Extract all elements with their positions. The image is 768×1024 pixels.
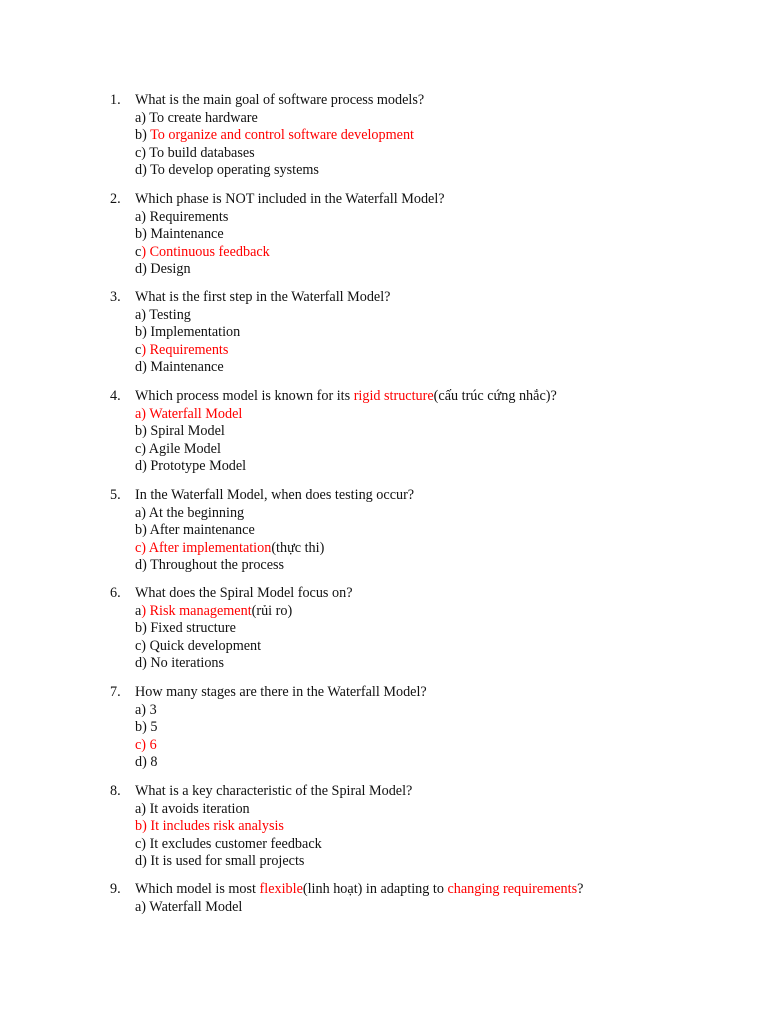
text-run: Which phase is NOT included in the Waterfall Model? [135,191,445,207]
text-run: What does the Spiral Model focus on? [135,585,353,601]
answer-option-b [135,818,730,836]
answer-option-b [135,226,730,244]
question-text [135,585,730,603]
text-run: a) Testing [135,306,191,323]
question-1 [110,92,730,180]
question-text [135,783,730,801]
answer-option-d [135,754,730,772]
answer-option-b [135,423,730,441]
question-body [135,684,730,772]
question-text [135,388,730,406]
text-run: b) After maintenance [135,522,255,539]
text-run: c) It excludes customer feedback [135,835,322,852]
answer-option-b [135,719,730,737]
question-8 [110,783,730,871]
text-run: c [135,243,142,260]
text-run: (thực thi) [271,539,325,556]
answer-option-b [135,324,730,342]
answer-option-a [135,899,730,917]
text-run: (cấu trúc cứng nhắc)? [433,388,557,404]
question-number: 8. [110,783,121,799]
text-run: d) Prototype Model [135,458,247,475]
highlighted-text: c) After implementation [135,539,272,556]
text-run: c) Quick development [135,637,262,654]
answer-option-a [135,209,730,227]
answer-option-a [135,307,730,325]
text-run: a) To create hardware [135,109,258,126]
answer-option-c [135,836,730,854]
question-number: 6. [110,585,121,601]
question-body [135,881,730,916]
answer-option-c [135,441,730,459]
question-body [135,289,730,377]
question-text [135,191,730,209]
text-run: ? [577,881,584,897]
question-text [135,487,730,505]
answer-option-c [135,342,730,360]
text-run: d) It is used for small projects [135,853,305,870]
highlighted-text: flexible [259,881,303,897]
answer-option-a [135,110,730,128]
text-run: d) Throughout the process [135,557,285,574]
question-body [135,92,730,180]
highlighted-text: a) Waterfall Model [135,405,243,422]
question-number: 7. [110,684,121,700]
highlighted-text: b) It includes risk analysis [135,818,284,835]
text-run: a) Waterfall Model [135,898,243,915]
answer-option-c [135,145,730,163]
text-run: c) Agile Model [135,440,221,457]
question-9 [110,881,730,916]
question-3 [110,289,730,377]
answer-option-b [135,620,730,638]
text-run: (rủi ro) [251,602,293,619]
answer-option-c [135,737,730,755]
text-run: a) 3 [135,701,157,718]
question-4 [110,388,730,476]
text-run: d) Design [135,261,191,278]
question-body [135,191,730,279]
highlighted-text: ) Risk management [141,602,252,619]
text-run: (linh hoạt) in adapting to [302,881,448,897]
answer-option-d [135,359,730,377]
question-number: 4. [110,388,121,404]
answer-option-d [135,162,730,180]
text-run: b) [135,127,151,144]
text-run: d) Maintenance [135,359,224,376]
text-run: b) Spiral Model [135,423,225,440]
answer-option-c [135,540,730,558]
answer-option-c [135,638,730,656]
answer-option-b [135,522,730,540]
question-number: 1. [110,92,121,108]
highlighted-text: ) Continuous feedback [141,243,270,260]
highlighted-text: ) Requirements [141,341,229,358]
text-run: How many stages are there in the Waterfall Model? [135,684,427,700]
text-run: a) Requirements [135,208,229,225]
question-body [135,783,730,871]
text-run: a) It avoids iteration [135,800,250,817]
text-run: d) To develop operating systems [135,162,319,179]
question-5 [110,487,730,575]
answer-option-d [135,655,730,673]
highlighted-text: To organize and control software development [150,127,414,144]
question-number: 5. [110,487,121,503]
highlighted-text: rigid structure [353,388,434,404]
text-run: b) 5 [135,719,158,736]
question-text [135,881,730,899]
question-body [135,487,730,575]
question-7 [110,684,730,772]
answer-option-a [135,406,730,424]
answer-option-b [135,127,730,145]
answer-option-c [135,244,730,262]
highlighted-text: changing requirements [447,881,578,897]
answer-option-d [135,853,730,871]
question-number: 9. [110,881,121,897]
text-run: In the Waterfall Model, when does testing occur? [135,487,415,503]
question-text [135,92,730,110]
answer-option-d [135,557,730,575]
highlighted-text: c) 6 [135,736,157,753]
text-run: d) No iterations [135,655,225,672]
text-run: What is a key characteristic of the Spiral Model? [135,783,413,799]
question-body [135,585,730,673]
answer-option-a [135,702,730,720]
text-run: c) To build databases [135,144,255,161]
text-run: a [135,602,142,619]
text-run: a) At the beginning [135,504,245,521]
answer-option-d [135,458,730,476]
text-run: What is the main goal of software process models? [135,92,425,108]
text-run: c [135,341,142,358]
question-body [135,388,730,476]
text-run: Which model is most [135,881,260,897]
text-run: b) Maintenance [135,226,224,243]
question-2 [110,191,730,279]
text-run: b) Fixed structure [135,620,236,637]
text-run: b) Implementation [135,324,241,341]
question-number: 3. [110,289,121,305]
question-number: 2. [110,191,121,207]
question-text [135,289,730,307]
text-run: Which process model is known for its [135,388,354,404]
answer-option-a [135,801,730,819]
text-run: d) 8 [135,754,158,771]
answer-option-a [135,505,730,523]
question-6 [110,585,730,673]
question-text [135,684,730,702]
answer-option-a [135,603,730,621]
answer-option-d [135,261,730,279]
text-run: What is the first step in the Waterfall Model? [135,289,391,305]
